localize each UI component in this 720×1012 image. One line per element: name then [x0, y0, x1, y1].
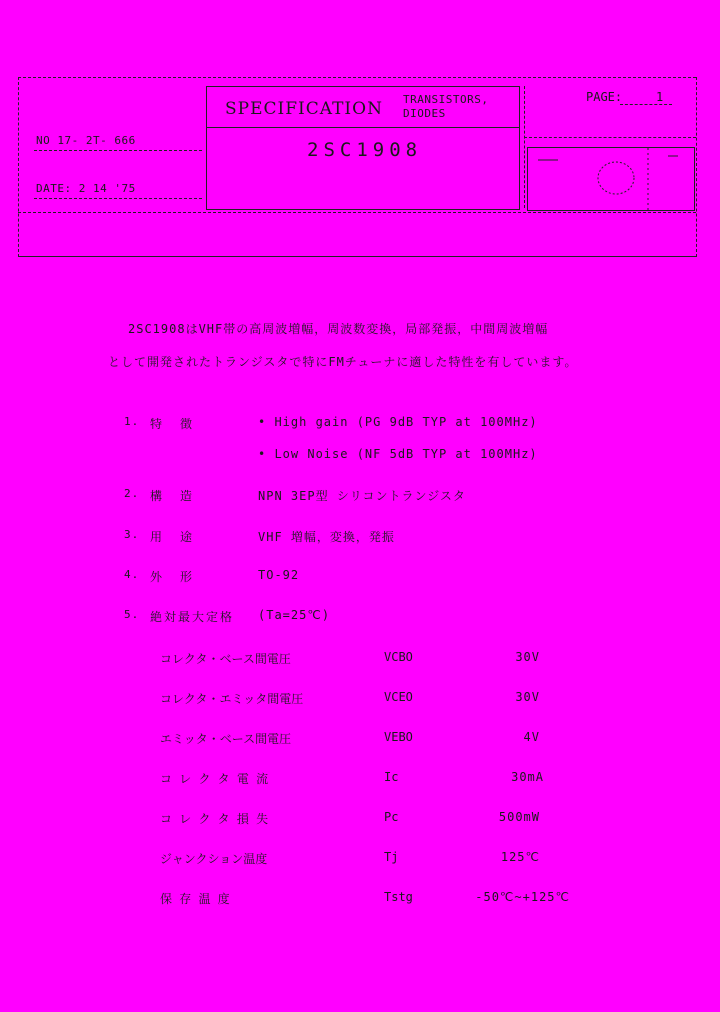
item-label: 絶対最大定格 — [150, 610, 235, 624]
rating-name: コレクタ・エミッタ間電圧 — [160, 692, 304, 706]
manufacturer-logo-box — [527, 147, 695, 211]
document-date-underline — [34, 198, 202, 199]
page-column-divider — [524, 86, 525, 208]
item-value: (Ta=25℃) — [258, 608, 331, 622]
item-number: 5. — [124, 608, 140, 621]
spec-category-line2: DIODES — [403, 107, 446, 120]
page-label: PAGE: — [586, 90, 623, 104]
rating-name: ジャンクション温度 — [160, 852, 268, 866]
rating-value: 125℃ — [500, 850, 540, 864]
rating-symbol: Pc — [384, 810, 399, 824]
rating-value: 30V — [515, 690, 540, 704]
document-number-underline — [34, 150, 202, 151]
item-value: • Low Noise (NF 5dB TYP at 100MHz) — [258, 447, 538, 461]
header-left-border — [18, 77, 19, 257]
item-number: 2. — [124, 487, 140, 500]
rating-name: コ レ ク タ 損 失 — [160, 812, 269, 826]
item-value: NPN 3EP型 シリコントランジスタ — [258, 489, 466, 503]
item-value: • High gain (PG 9dB TYP at 100MHz) — [258, 415, 538, 429]
rating-value: -50℃~+125℃ — [475, 890, 570, 904]
specification-box — [206, 86, 520, 210]
item-number: 4. — [124, 568, 140, 581]
spec-title: SPECIFICATION — [225, 99, 383, 119]
header-mid-border — [18, 212, 696, 213]
item-label: 特徴 — [150, 417, 211, 431]
item-label: 用途 — [150, 530, 211, 544]
item-label: 構造 — [150, 489, 211, 503]
item-value: TO-92 — [258, 568, 300, 582]
spec-category — [403, 93, 488, 121]
manufacturer-logo-icon — [528, 148, 694, 210]
header-right-border — [696, 77, 697, 257]
spec-category-line1: TRANSISTORS, — [403, 93, 489, 106]
page-number: 1 — [656, 90, 664, 104]
header-bottom-border — [18, 256, 696, 257]
rating-symbol: VCEO — [384, 690, 413, 704]
page-row-divider — [524, 137, 696, 138]
spec-divider — [207, 127, 519, 128]
rating-value: 30mA — [511, 770, 544, 784]
rating-name: コ レ ク タ 電 流 — [160, 772, 269, 786]
rating-value: 4V — [523, 730, 540, 744]
rating-value: 30V — [515, 650, 540, 664]
intro-line-1: 2SC1908はVHF帯の高周波増幅，周波数変換，局部発振，中間周波増幅 — [128, 322, 549, 336]
rating-name: コレクタ・ベース間電圧 — [160, 652, 291, 666]
rating-symbol: Tstg — [384, 890, 413, 904]
rating-value: 500mW — [498, 810, 540, 824]
rating-name: エミッタ・ベース間電圧 — [160, 732, 292, 746]
rating-symbol: Tj — [384, 850, 399, 864]
item-number: 3. — [124, 528, 140, 541]
intro-line-2: として開発されたトランジスタで特にFMチューナに適した特性を有しています。 — [108, 355, 578, 369]
item-value: VHF 増幅，変換，発振 — [258, 530, 395, 544]
item-number: 1. — [124, 415, 140, 428]
header-top-border — [18, 77, 696, 78]
page-underline — [620, 104, 672, 105]
item-label: 外形 — [150, 570, 211, 584]
rating-symbol: VEBO — [384, 730, 413, 744]
rating-symbol: VCBO — [384, 650, 413, 664]
part-number: 2SC1908 — [307, 139, 423, 161]
document-date: DATE: 2 14 '75 — [36, 182, 136, 195]
rating-symbol: Ic — [384, 770, 399, 784]
document-number: NO 17- 2T- 666 — [36, 134, 136, 147]
rating-name: 保 存 温 度 — [160, 892, 230, 906]
